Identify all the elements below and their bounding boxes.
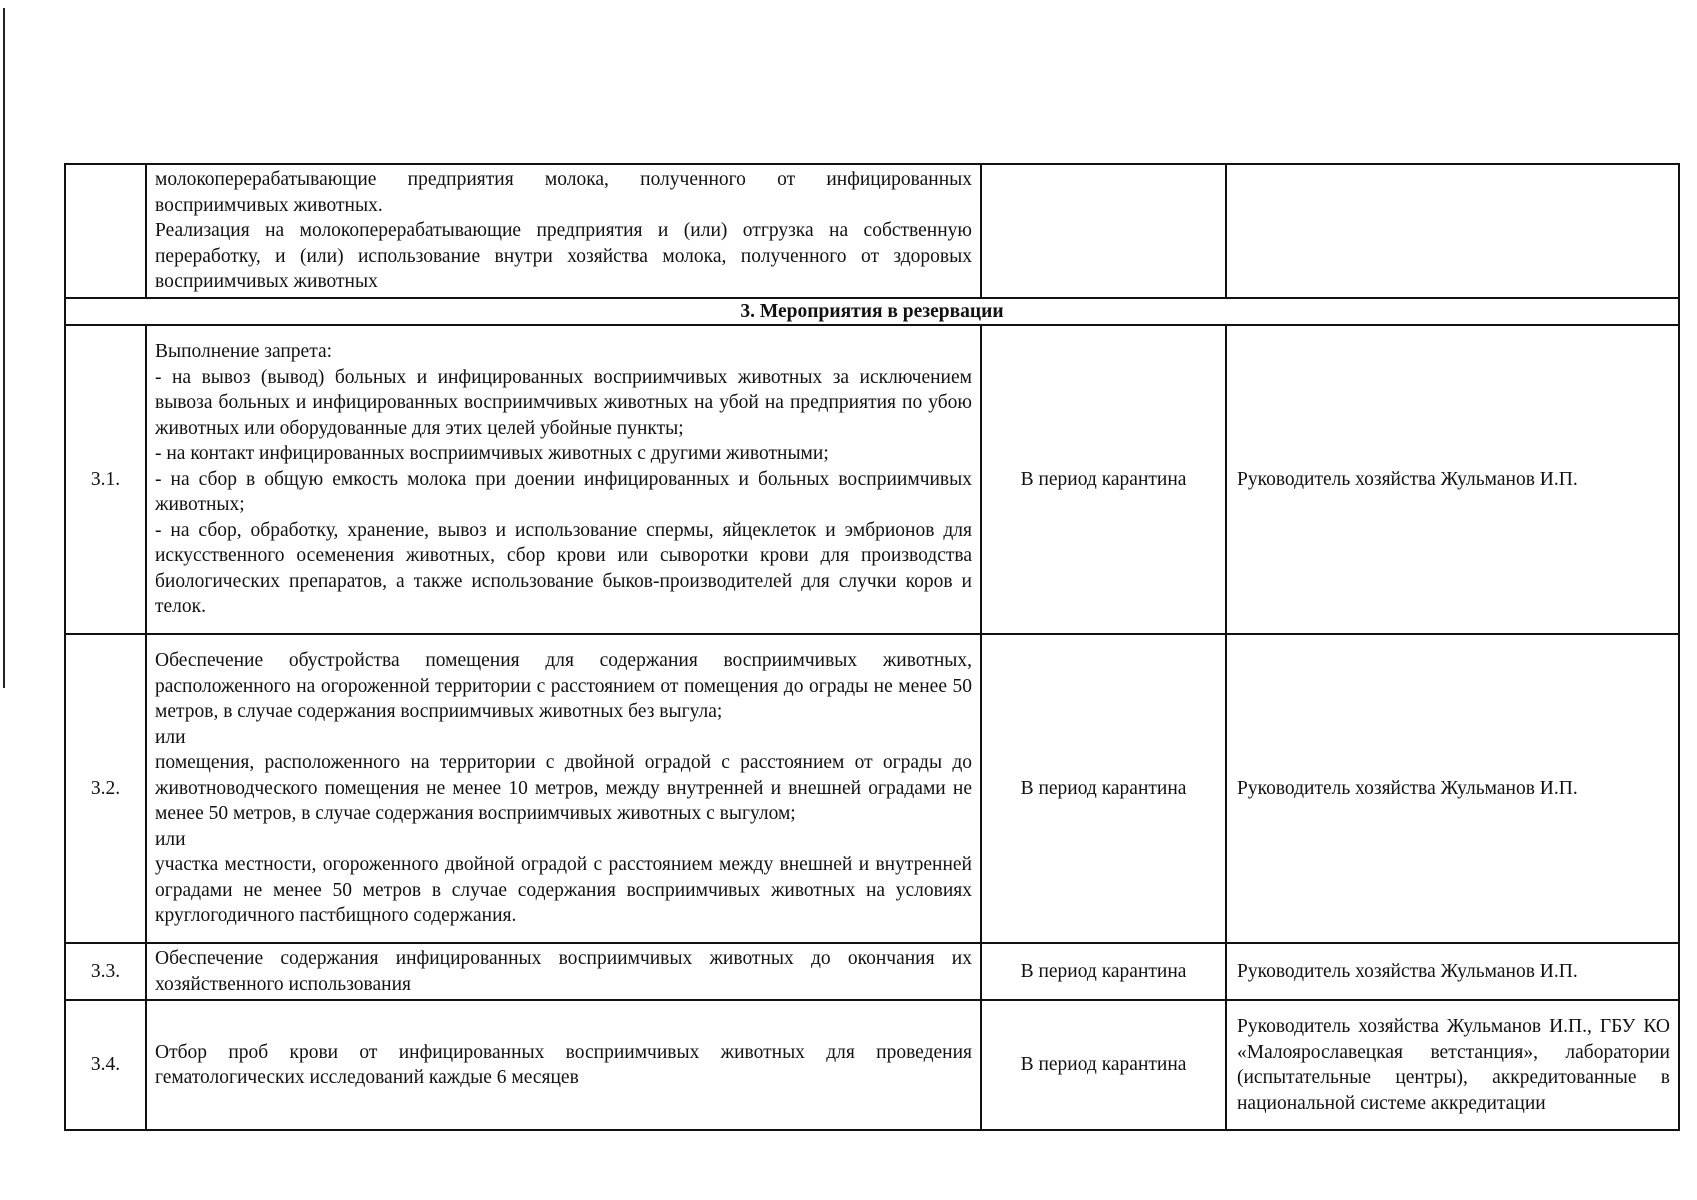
measure-text-content: Отбор проб крови от инфицированных восприимчивых животных для проведения гематологических исследований каждые 6 месяцев	[155, 1041, 972, 1088]
measures-table	[64, 163, 1680, 1131]
responsible-cell: Руководитель хозяйства Жульманов И.П.	[1226, 325, 1679, 634]
term-cell	[981, 164, 1226, 298]
measure-text-content: молокоперерабатывающие предприятия молока, полученного от инфицированных восприимчивых животных. Реализация на молокоперерабатывающие предприятия и (или) отгрузка на собственную переработку, и (или) использование внутри хозяйства молока, полученного от здоровых восприимчивых животных	[155, 169, 972, 292]
section-title: 3. Мероприятия в резервации	[65, 298, 1679, 326]
row-number: 3.4.	[65, 1000, 146, 1130]
responsible-cell: Руководитель хозяйства Жульманов И.П.	[1226, 943, 1679, 1000]
measure-text	[146, 1000, 981, 1130]
table-row-3-4	[65, 1000, 1679, 1130]
table-row-3-3	[65, 943, 1679, 1000]
table-row-3-1	[65, 325, 1679, 634]
measure-text	[146, 164, 981, 298]
responsible-cell	[1226, 164, 1679, 298]
measure-text-content: Обеспечение обустройства помещения для содержания восприимчивых животных, расположенного на огороженной территории с расстоянием от помещения до ограды не менее 50 метров, в случае содержания восприимчивых животных без выгула; или помещения, расположенного на территории с двойной оградой с расстоянием от ограды до животноводческого помещения не менее 10 метров, между внутренней и внешней оградами не менее 50 метров, в случае содержания восприимчивых животных с выгулом; или участка местности, огороженного двойной оградой с расстоянием между внешней и внутренней оградами не менее 50 метров в случае содержания восприимчивых животных на условиях круглогодичного пастбищного содержания.	[155, 650, 972, 927]
page-margin-line	[3, 8, 5, 688]
responsible-cell: Руководитель хозяйства Жульманов И.П.	[1226, 634, 1679, 943]
row-number: 3.3.	[65, 943, 146, 1000]
row-number: 3.1.	[65, 325, 146, 634]
row-number	[65, 164, 146, 298]
measure-text-content: Выполнение запрета: - на вывоз (вывод) больных и инфицированных восприимчивых животных за исключением вывоза больных и инфицированных восприимчивых животных на убой на предприятия по убою животных или оборудованные для этих целей убойные пункты; - на контакт инфицированных восприимчивых животных с другими животными; - на сбор в общую емкость молока при доении инфицированных и больных восприимчивых животных; - на сбор, обработку, хранение, вывоз и использование спермы, яйцеклеток и эмбрионов для искусственного осеменения животных, сбор крови или сыворотки крови для производства биологических препаратов, а также использование быков-производителей для случки коров и телок.	[155, 341, 972, 618]
term-cell: В период карантина	[981, 1000, 1226, 1130]
responsible-cell: Руководитель хозяйства Жульманов И.П., ГБУ КО «Малоярославецкая ветстанция», лаборатории (испытательные центры), аккредитованные в национальной системе аккредитации	[1226, 1000, 1679, 1130]
measure-text	[146, 943, 981, 1000]
term-cell: В период карантина	[981, 634, 1226, 943]
table-row-3-2	[65, 634, 1679, 943]
measure-text	[146, 325, 981, 634]
row-number: 3.2.	[65, 634, 146, 943]
table-row-continuation	[65, 164, 1679, 298]
term-cell: В период карантина	[981, 943, 1226, 1000]
measure-text	[146, 634, 981, 943]
measure-text-content: Обеспечение содержания инфицированных восприимчивых животных до окончания их хозяйственного использования	[155, 948, 972, 995]
term-cell: В период карантина	[981, 325, 1226, 634]
section-header-row	[65, 298, 1679, 326]
